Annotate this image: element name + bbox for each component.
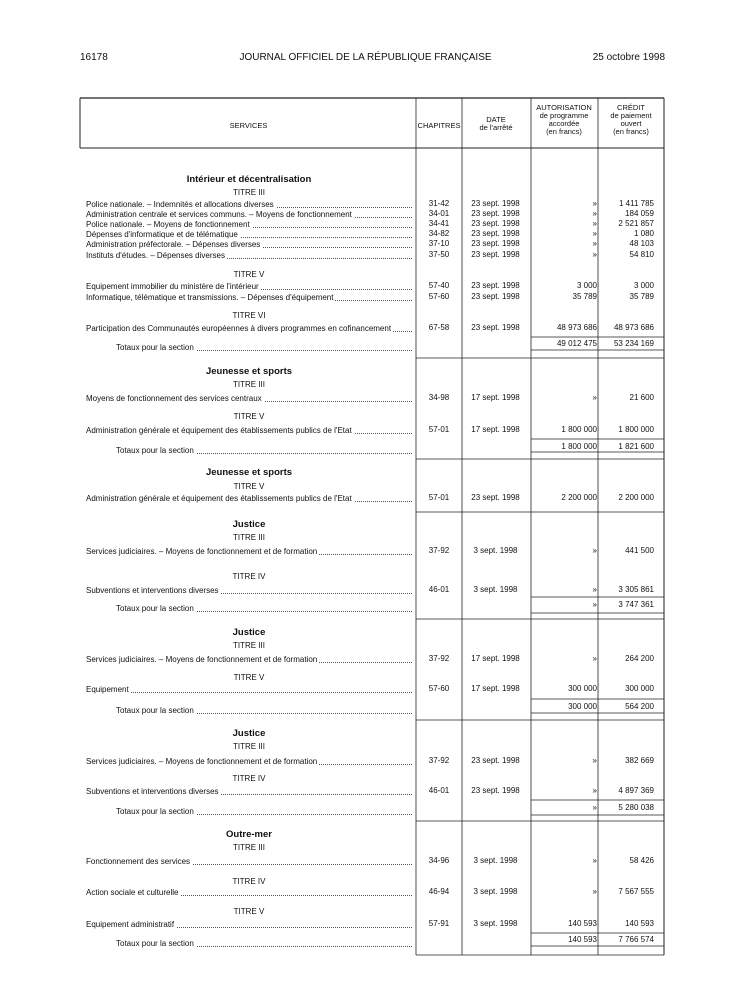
row-credit: 7 567 555 (618, 887, 654, 896)
titre-heading: TITRE III (233, 843, 265, 852)
titre-heading: TITRE III (233, 641, 265, 650)
row-autorisation: » (592, 199, 597, 208)
row-chapitre: 34-01 (428, 209, 450, 218)
row-credit: 35 789 (629, 292, 654, 301)
titre-heading: TITRE VI (232, 311, 266, 320)
titre-heading: TITRE IV (232, 774, 266, 783)
row-date: 23 sept. 1998 (471, 323, 520, 332)
row-service: Equipement immobilier du ministère de l'intérieur (86, 282, 412, 291)
row-chapitre: 46-94 (428, 887, 450, 896)
row-credit: 2 521 857 (618, 219, 654, 228)
row-date: 23 sept. 1998 (471, 199, 520, 208)
row-chapitre: 34-41 (428, 219, 450, 228)
section-total-autorisation: 140 593 (568, 935, 597, 944)
section-title: Outre-mer (226, 829, 272, 840)
row-autorisation: » (592, 219, 597, 228)
row-chapitre: 34-82 (428, 229, 450, 238)
row-autorisation: » (592, 546, 597, 555)
row-chapitre: 37-10 (428, 239, 450, 248)
row-service: Administration générale et équipement des établissements publics de l'Etat (86, 426, 412, 435)
row-autorisation: » (592, 887, 597, 896)
section-total-autorisation: 1 800 000 (561, 442, 597, 451)
section-title: Justice (232, 627, 266, 638)
row-service: Subventions et interventions diverses (86, 787, 412, 796)
row-credit: 1 080 (633, 229, 654, 238)
row-autorisation: » (592, 239, 597, 248)
row-chapitre: 57-01 (428, 493, 450, 502)
row-credit: 441 500 (625, 546, 654, 555)
row-credit: 21 600 (629, 393, 654, 402)
section-total-credit: 53 234 169 (613, 339, 654, 348)
row-service: Police nationale. – Moyens de fonctionnement (86, 220, 412, 229)
row-service: Informatique, télématique et transmissions. – Dépenses d'équipement (86, 293, 412, 302)
row-date: 3 sept. 1998 (473, 856, 518, 865)
col-header-autorisation: AUTORISATION de programme accordée (en francs) (536, 103, 592, 136)
row-service: Administration préfectorale. – Dépenses diverses (86, 240, 412, 249)
row-date: 23 sept. 1998 (471, 250, 520, 259)
row-date: 23 sept. 1998 (471, 292, 520, 301)
row-chapitre: 57-91 (428, 919, 450, 928)
section-title: Jeunesse et sports (205, 366, 293, 377)
row-service: Fonctionnement des services (86, 857, 412, 866)
row-chapitre: 57-60 (428, 684, 450, 693)
titre-heading: TITRE V (233, 270, 265, 279)
row-chapitre: 46-01 (428, 585, 450, 594)
row-autorisation: » (592, 229, 597, 238)
section-total-label: Totaux pour la section (116, 604, 412, 613)
row-date: 17 sept. 1998 (471, 684, 520, 693)
titre-heading: TITRE V (233, 673, 265, 682)
section-total-credit: 3 747 361 (618, 600, 654, 609)
row-chapitre: 37-50 (428, 250, 450, 259)
row-service: Services judiciaires. – Moyens de fonctionnement et de formation (86, 547, 412, 556)
col-header-credit: CRÉDIT de paiement ouvert (en francs) (610, 103, 652, 136)
row-service: Equipement administratif (86, 920, 412, 929)
row-chapitre: 31-42 (428, 199, 450, 208)
row-chapitre: 37-92 (428, 756, 450, 765)
row-date: 3 sept. 1998 (473, 546, 518, 555)
section-title: Justice (232, 728, 266, 739)
titre-heading: TITRE III (233, 742, 265, 751)
row-date: 3 sept. 1998 (473, 887, 518, 896)
section-title: Justice (232, 519, 266, 530)
row-chapitre: 57-01 (428, 425, 450, 434)
row-date: 23 sept. 1998 (471, 209, 520, 218)
row-autorisation: » (592, 250, 597, 259)
titre-heading: TITRE V (233, 907, 265, 916)
row-chapitre: 57-60 (428, 292, 450, 301)
row-autorisation: » (592, 654, 597, 663)
section-total-label: Totaux pour la section (116, 807, 412, 816)
section-total-credit: 5 280 038 (618, 803, 654, 812)
row-service: Services judiciaires. – Moyens de fonctionnement et de formation (86, 757, 412, 766)
section-total-label: Totaux pour la section (116, 446, 412, 455)
row-service: Subventions et interventions diverses (86, 586, 412, 595)
row-autorisation: » (592, 393, 597, 402)
section-total-label: Totaux pour la section (116, 706, 412, 715)
row-date: 23 sept. 1998 (471, 219, 520, 228)
section-title: Jeunesse et sports (205, 467, 293, 478)
row-credit: 300 000 (625, 684, 654, 693)
row-autorisation: 48 973 686 (556, 323, 597, 332)
row-autorisation: 2 200 000 (561, 493, 597, 502)
row-credit: 140 593 (625, 919, 654, 928)
row-credit: 58 426 (629, 856, 654, 865)
row-autorisation: » (592, 585, 597, 594)
issue-date: 25 octobre 1998 (592, 52, 665, 63)
row-autorisation: » (592, 209, 597, 218)
row-chapitre: 34-96 (428, 856, 450, 865)
row-autorisation: 300 000 (568, 684, 597, 693)
row-autorisation: 1 800 000 (561, 425, 597, 434)
col-header-chapitres: CHAPITRES (417, 121, 461, 130)
row-credit: 3 000 (633, 281, 654, 290)
row-chapitre: 34-98 (428, 393, 450, 402)
row-date: 23 sept. 1998 (471, 493, 520, 502)
row-date: 3 sept. 1998 (473, 585, 518, 594)
row-autorisation: » (592, 756, 597, 765)
row-chapitre: 57-40 (428, 281, 450, 290)
row-chapitre: 67-58 (428, 323, 450, 332)
row-credit: 382 669 (625, 756, 654, 765)
section-title: Intérieur et décentralisation (186, 174, 312, 185)
titre-heading: TITRE III (233, 188, 265, 197)
row-credit: 4 897 369 (618, 786, 654, 795)
row-service: Administration centrale et services communs. – Moyens de fonctionnement (86, 210, 412, 219)
col-header-date: DATE de l'arrêté (479, 115, 513, 132)
section-total-label: Totaux pour la section (116, 343, 412, 352)
row-credit: 54 810 (629, 250, 654, 259)
section-total-autorisation: » (592, 600, 597, 609)
row-service: Instituts d'études. – Dépenses diverses (86, 251, 412, 260)
row-autorisation: 140 593 (568, 919, 597, 928)
row-credit: 1 411 785 (619, 199, 654, 208)
dot-leader (86, 692, 412, 693)
section-total-credit: 564 200 (625, 702, 654, 711)
row-credit: 184 059 (625, 209, 654, 218)
section-total-credit: 1 821 600 (618, 442, 654, 451)
row-service: Moyens de fonctionnement des services centraux (86, 394, 412, 403)
page-number: 16178 (80, 52, 108, 63)
section-total-autorisation: » (592, 803, 597, 812)
row-date: 23 sept. 1998 (471, 239, 520, 248)
row-date: 17 sept. 1998 (471, 393, 520, 402)
row-credit: 1 800 000 (618, 425, 654, 434)
section-total-autorisation: 49 012 475 (556, 339, 597, 348)
row-service: Police nationale. – Indemnités et allocations diverses (86, 200, 412, 209)
row-date: 23 sept. 1998 (471, 786, 520, 795)
titre-heading: TITRE V (233, 482, 265, 491)
section-total-label: Totaux pour la section (116, 939, 412, 948)
row-date: 3 sept. 1998 (473, 919, 518, 928)
row-credit: 2 200 000 (618, 493, 654, 502)
row-autorisation: 3 000 (576, 281, 597, 290)
titre-heading: TITRE V (233, 412, 265, 421)
titre-heading: TITRE III (233, 380, 265, 389)
row-autorisation: » (592, 786, 597, 795)
row-credit: 48 973 686 (613, 323, 654, 332)
row-chapitre: 37-92 (428, 546, 450, 555)
row-credit: 48 103 (629, 239, 654, 248)
row-service: Dépenses d'informatique et de télématique (86, 230, 412, 239)
journal-title: JOURNAL OFFICIEL DE LA RÉPUBLIQUE FRANÇAISE (239, 52, 492, 63)
row-service: Action sociale et culturelle (86, 888, 412, 897)
row-chapitre: 37-92 (428, 654, 450, 663)
row-date: 23 sept. 1998 (471, 229, 520, 238)
titre-heading: TITRE III (233, 533, 265, 542)
row-autorisation: 35 789 (572, 292, 597, 301)
row-credit: 3 305 861 (618, 585, 654, 594)
row-credit: 264 200 (625, 654, 654, 663)
row-service: Equipement (86, 685, 412, 694)
row-date: 23 sept. 1998 (471, 281, 520, 290)
section-total-autorisation: 300 000 (568, 702, 597, 711)
row-date: 23 sept. 1998 (471, 756, 520, 765)
section-total-credit: 7 766 574 (618, 935, 654, 944)
row-autorisation: » (592, 856, 597, 865)
row-service: Administration générale et équipement des établissements publics de l'Etat (86, 494, 412, 503)
row-date: 17 sept. 1998 (471, 654, 520, 663)
row-date: 17 sept. 1998 (471, 425, 520, 434)
row-chapitre: 46-01 (428, 786, 450, 795)
titre-heading: TITRE IV (232, 572, 266, 581)
row-service: Services judiciaires. – Moyens de fonctionnement et de formation (86, 655, 412, 664)
row-service: Participation des Communautés européennes à divers programmes en cofinancement (86, 324, 412, 333)
titre-heading: TITRE IV (232, 877, 266, 886)
col-header-services: SERVICES (229, 121, 268, 130)
